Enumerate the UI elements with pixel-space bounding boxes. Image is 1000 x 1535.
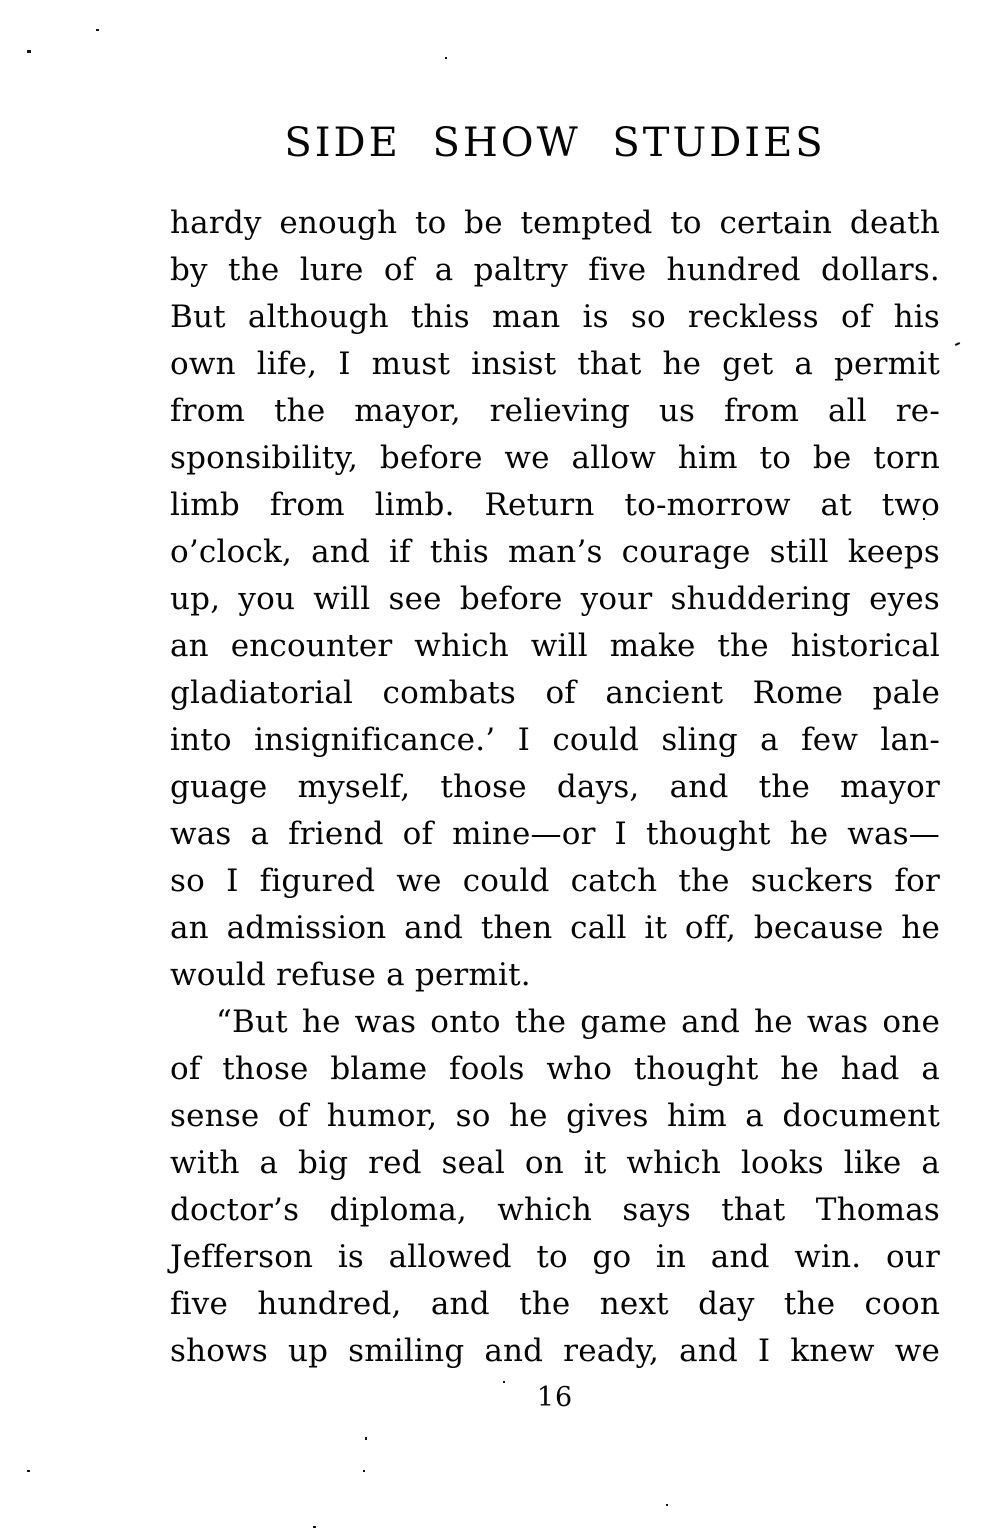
page-number: 16 — [536, 1382, 574, 1413]
text-line: into insignificance.’ I could sling a few lan- — [170, 722, 940, 758]
scan-speck — [445, 57, 447, 59]
text-line: guage myself, those days, and the mayor — [170, 769, 940, 805]
scan-speck — [955, 342, 960, 346]
text-line: doctor’s diploma, which says that Thomas — [170, 1192, 940, 1228]
running-header: SIDE SHOW STUDIES — [284, 120, 826, 166]
text-line: sense of humor, so he gives him a document — [170, 1098, 940, 1134]
text-line: o’clock, and if this man’s courage still keeps — [170, 534, 940, 570]
scan-speck — [363, 1470, 365, 1472]
text-line: own life, I must insist that he get a permit — [170, 346, 940, 382]
text-line: Jefferson is allowed to go in and win. our — [170, 1239, 940, 1275]
text-line: five hundred, and the next day the coon — [170, 1286, 940, 1322]
body-text — [170, 200, 940, 1375]
scan-speck — [27, 50, 31, 53]
text-line: would refuse a permit. — [170, 957, 531, 993]
text-line: an encounter which will make the historical — [170, 628, 940, 664]
text-block — [170, 120, 940, 1414]
text-line: limb from limb. Return to-morrow at two — [170, 487, 940, 523]
text-line: hardy enough to be tempted to certain death — [170, 205, 940, 241]
scan-speck — [96, 29, 99, 31]
text-line: “But he was onto the game and he was one — [216, 1004, 940, 1040]
text-line: of those blame fools who thought he had a — [170, 1051, 940, 1087]
text-line: so I figured we could catch the suckers for — [170, 863, 940, 899]
text-line: by the lure of a paltry five hundred dollars. — [170, 252, 940, 288]
text-line: from the mayor, relieving us from all re- — [170, 393, 940, 429]
text-line: sponsibility, before we allow him to be torn — [170, 440, 940, 476]
scan-speck — [365, 1437, 367, 1440]
text-line: But although this man is so reckless of his — [170, 299, 940, 335]
scan-speck — [313, 1526, 316, 1528]
text-line: with a big red seal on it which looks like a — [170, 1145, 940, 1181]
text-line: shows up smiling and ready, and I knew we — [170, 1333, 940, 1369]
text-line: an admission and then call it off, because he — [170, 910, 940, 946]
text-line: up, you will see before your shuddering eyes — [170, 581, 940, 617]
scan-speck — [666, 1504, 668, 1506]
text-line: gladiatorial combats of ancient Rome pale — [170, 675, 940, 711]
scan-speck — [27, 1470, 30, 1472]
text-line: was a friend of mine—or I thought he was— — [170, 816, 940, 852]
